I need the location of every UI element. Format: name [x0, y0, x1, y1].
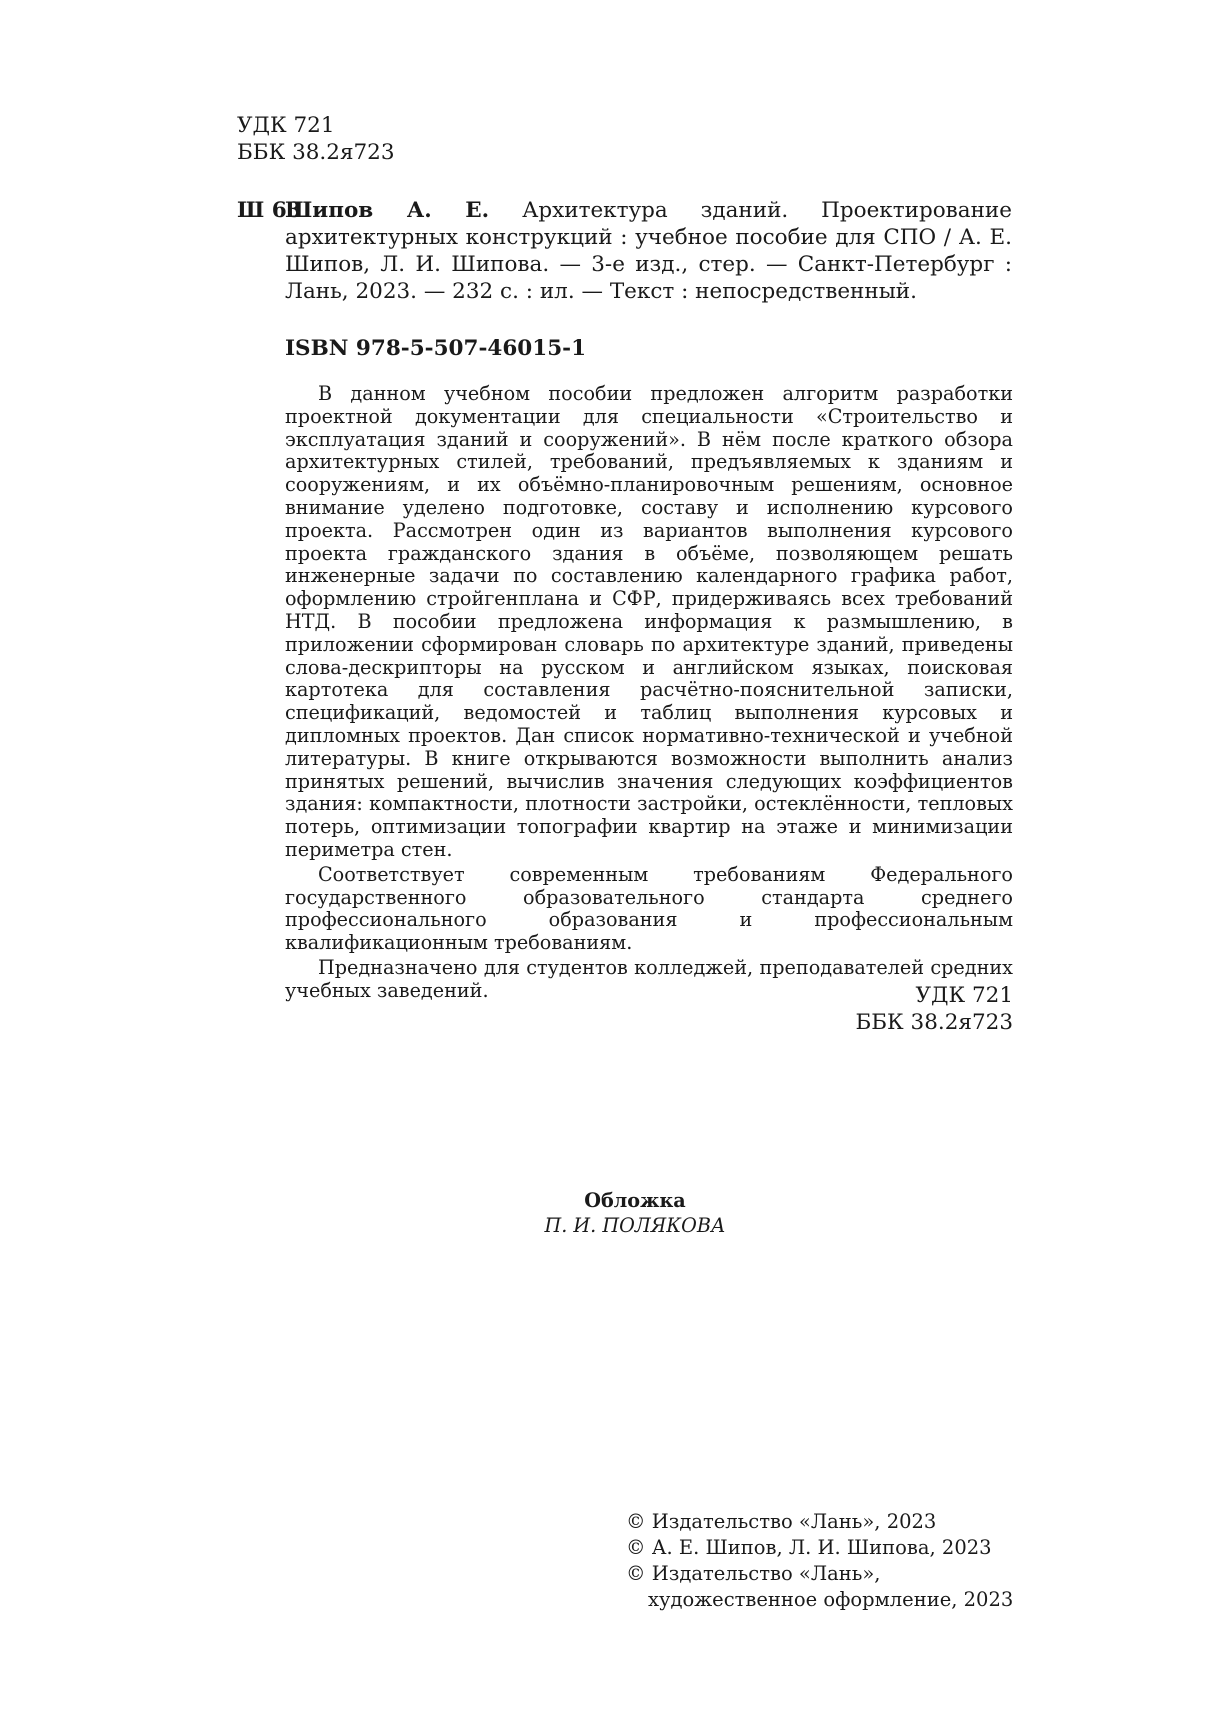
copyright-line: © Издательство «Лань», 2023 — [626, 1510, 937, 1533]
copyright-line: © Издательство «Лань», — [626, 1562, 881, 1585]
bibliographic-description: Архитектура зданий. Проектирование архитектурных конструкций : учебное пособие для СПО / А. Е. Шипов, Л. И. Шипова. — 3-е изд., стер. — Санкт-Петербург : Лань, 2023. — 232 с. : ил. — Текст : непосредственный. — [285, 198, 1012, 304]
isbn: ISBN 978-5-507-46015-1 — [285, 336, 587, 361]
cover-label: Обложка — [584, 1189, 686, 1212]
copyright-line: художественное оформление, 2023 — [648, 1588, 1014, 1611]
author-sign-code: Ш 63 — [237, 198, 302, 223]
bbk-code: ББК 38.2я723 — [855, 1010, 1013, 1035]
bibliographic-entry — [237, 197, 1012, 305]
bottom-classification-codes — [855, 982, 1013, 1036]
bibliographic-text — [285, 197, 1012, 305]
udk-code: УДК 721 — [915, 983, 1013, 1008]
cover-designer-name: П. И. ПОЛЯКОВА — [544, 1214, 726, 1237]
annotation — [285, 383, 1013, 1003]
udk-code: УДК 721 — [237, 113, 335, 138]
annotation-paragraph-2: Соответствует современным требованиям Федерального государственного образовательного стандарта среднего профессионального образования и профессиональным квалификационным требованиям. — [285, 862, 1013, 955]
annotation-paragraph-3: Предназначено для студентов колледжей, преподавателей средних учебных заведений. — [285, 955, 1013, 1002]
cover-credit — [505, 1188, 765, 1238]
copyright-line: © А. Е. Шипов, Л. И. Шипова, 2023 — [626, 1536, 992, 1559]
author-name: Шипов А. Е. — [285, 198, 490, 223]
top-classification-codes — [237, 112, 395, 166]
bbk-code: ББК 38.2я723 — [237, 140, 395, 165]
copyright-block — [626, 1509, 1013, 1613]
annotation-paragraph-1: В данном учебном пособии предложен алгоритм разработки проектной документации для специальности «Строительство и эксплуатация зданий и сооружений». В нём после краткого обзора архитектурных стилей, требований, предъявляемых к зданиям и сооружениям, и их объёмно-планировочным решениям, основное внимание уделено подготовке, составу и исполнению курсового проекта. Рассмотрен один из вариантов выполнения курсового проекта гражданского здания в объёме, позволяющем решать инженерные задачи по составлению календарного графика работ, оформлению стройгенплана и СФР, придерживаясь всех требований НТД. В пособии предложена информация к размышлению, в приложении сформирован словарь по архитектуре зданий, приведены слова-дескрипторы на русском и английском языках, поисковая картотека для составления расчётно-пояснительной записки, спецификаций, ведомостей и таблиц выполнения курсовых и дипломных проектов. Дан список нормативно-технической и учебной литературы. В книге открываются возможности выполнить анализ принятых решений, вычислив значения следующих коэффициентов здания: компактности, плотности застройки, остеклённости, тепловых потерь, оптимизации топографии квартир на этаже и минимизации периметра стен. — [285, 382, 1013, 861]
